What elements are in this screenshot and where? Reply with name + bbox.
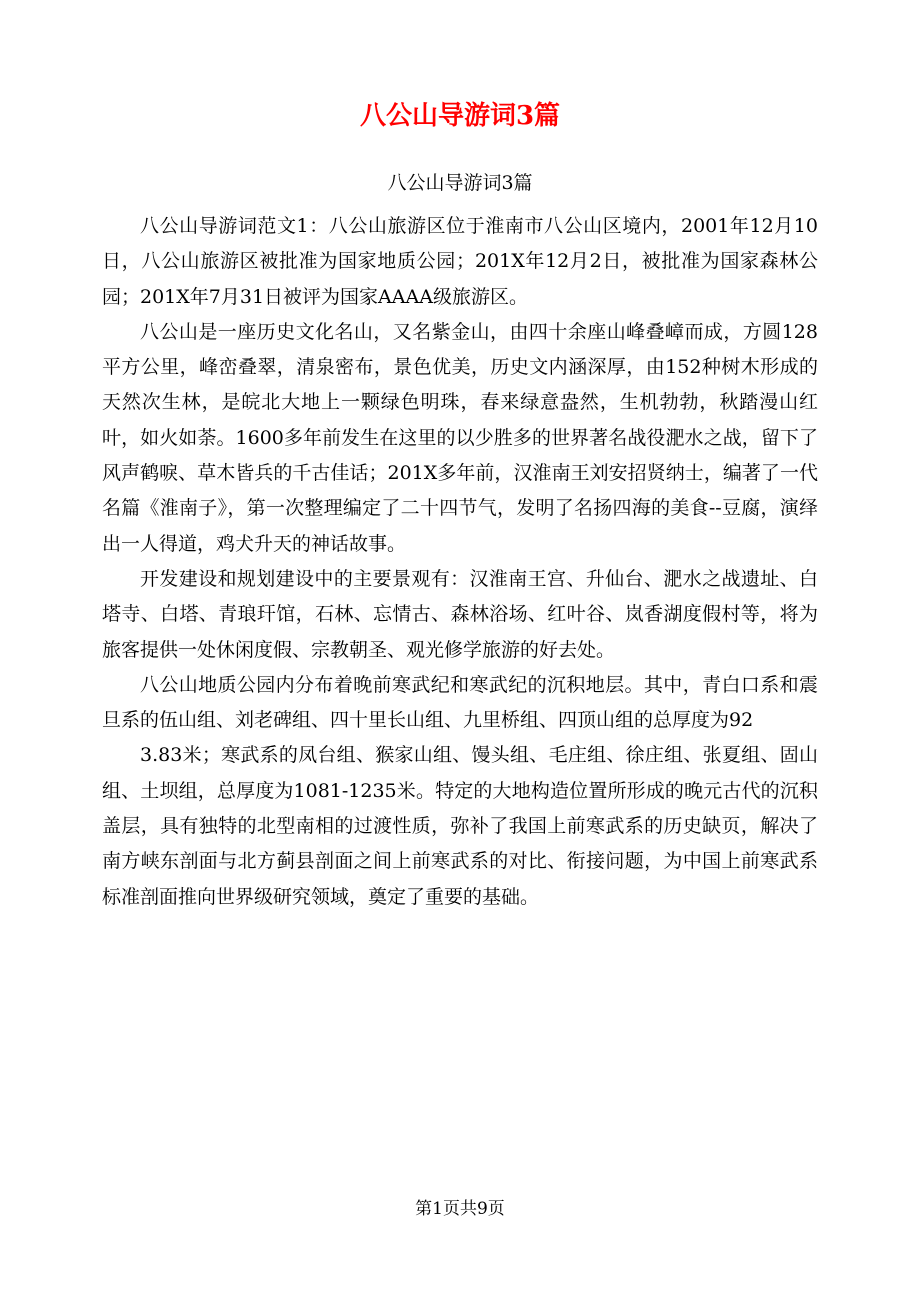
- paragraph-intro: 八公山导游词范文1：八公山旅游区位于淮南市八公山区境内，2001年12月10日，八公山旅游区被批准为国家地质公园；201X年12月2日，被批准为国家森林公园；201X年7月31日被评为国家AAAA级旅游区。: [102, 215, 818, 308]
- page-number-footer: 第1页共9页: [415, 1199, 505, 1219]
- document-subtitle: 八公山导游词3篇: [387, 172, 533, 194]
- paragraph-scenery: 开发建设和规划建设中的主要景观有：汉淮南王宫、升仙台、淝水之战遗址、白塔寺、白塔、青琅玕馆，石林、忘情古、森林浴场、红叶谷、岚香湖度假村等，将为旅客提供一处休闲度假、宗教朝圣、观光修学旅游的好去处。: [102, 567, 818, 661]
- document-title: 八公山导游词3篇: [359, 101, 561, 131]
- paragraph-strata: 3.83米；寒武系的凤台组、猴家山组、馒头组、毛庄组、徐庄组、张夏组、固山组、土坝组，总厚度为1081-1235米。特定的大地构造位置所形成的晚元古代的沉积盖层，具有独特的北型南相的过渡性质，弥补了我国上前寒武系的历史缺页，解决了南方峡东剖面与北方蓟县剖面之间上前寒武系的对比、衔接问题，为中国上前寒武系标准剖面推向世界级研究领域，奠定了重要的基础。: [102, 744, 818, 908]
- paragraph-geology: 八公山地质公园内分布着晚前寒武纪和寒武纪的沉积地层。其中，青白口系和震旦系的伍山组、刘老碑组、四十里长山组、九里桥组、四顶山组的总厚度为92: [102, 673, 818, 732]
- document-body: [102, 209, 818, 915]
- paragraph-history: 八公山是一座历史文化名山，又名紫金山，由四十余座山峰叠嶂而成，方圆128平方公里，峰峦叠翠，清泉密布，景色优美，历史文内涵深厚，由152种树木形成的天然次生林，是皖北大地上一颗绿色明珠，春来绿意盎然，生机勃勃，秋踏漫山红叶，如火如荼。1600多年前发生在这里的以少胜多的世界著名战役淝水之战，留下了风声鹤唳、草木皆兵的千古佳话；201X多年前，汉淮南王刘安招贤纳士，编著了一代名篇《淮南子》，第一次整理编定了二十四节气，发明了名扬四海的美食--豆腐，演绎出一人得道，鸡犬升天的神话故事。: [102, 320, 818, 555]
